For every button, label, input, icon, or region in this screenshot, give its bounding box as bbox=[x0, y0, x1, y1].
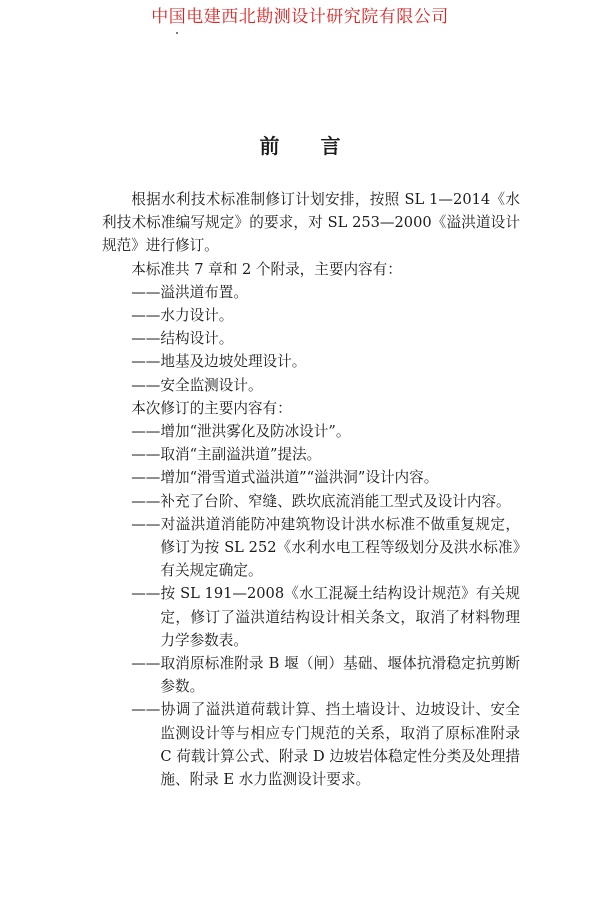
revision-item: ——增加“滑雪道式溢洪道”“溢洪洞”设计内容。 bbox=[131, 469, 439, 487]
chapter-item: ——地基及边坡处理设计。 bbox=[131, 353, 307, 371]
revision-item: ——对溢洪道消能防冲建筑物设计洪水标准不做重复规定，修订为按 SL 252《水利水电工程等级划分及洪水标准》有关规定确定。 bbox=[131, 515, 520, 580]
scan-speck bbox=[176, 32, 178, 34]
chapter-item: ——结构设计。 bbox=[131, 330, 234, 348]
revision-item: ——补充了台阶、窄缝、跌坎底流消能工型式及设计内容。 bbox=[131, 492, 511, 510]
chapter-item: ——安全监测设计。 bbox=[131, 376, 263, 394]
revision-item: ——取消原标准附录 B 堰（闸）基础、堰体抗滑稳定抗剪断参数。 bbox=[131, 655, 520, 696]
intro-paragraph: 根据水利技术标准制修订计划安排，按照 SL 1—2014《水利技术标准编写规定》的要求，对 SL 253—2000《溢洪道设计规范》进行修订。 bbox=[102, 191, 520, 255]
chapters-intro: 本标准共 7 章和 2 个附录，主要内容有： bbox=[131, 260, 402, 278]
revision-item: ——取消“主副溢洪道”提法。 bbox=[131, 446, 322, 464]
chapter-item: ——水力设计。 bbox=[131, 307, 234, 325]
watermark-company-name: 中国电建西北勘测设计研究院有限公司 bbox=[151, 7, 449, 27]
chapter-item: ——溢洪道布置。 bbox=[131, 283, 248, 301]
revision-item: ——增加“泄洪雾化及防冰设计”。 bbox=[131, 423, 351, 441]
page-title: 前 言 bbox=[259, 134, 341, 158]
revision-item: ——按 SL 191—2008《水工混凝土结构设计规范》有关规定，修订了溢洪道结构设计相关条文，取消了材料物理力学参数表。 bbox=[131, 585, 520, 649]
preface-body bbox=[102, 188, 520, 791]
revision-item: ——协调了溢洪道荷载计算、挡土墙设计、边坡设计、安全监测设计等与相应专门规范的关系，取消了原标准附录 C 荷载计算公式、附录 D 边坡岩体稳定性分类及处理措施、附录 E 水力监测设计要求。 bbox=[131, 701, 520, 789]
revisions-intro: 本次修订的主要内容有： bbox=[131, 399, 292, 417]
